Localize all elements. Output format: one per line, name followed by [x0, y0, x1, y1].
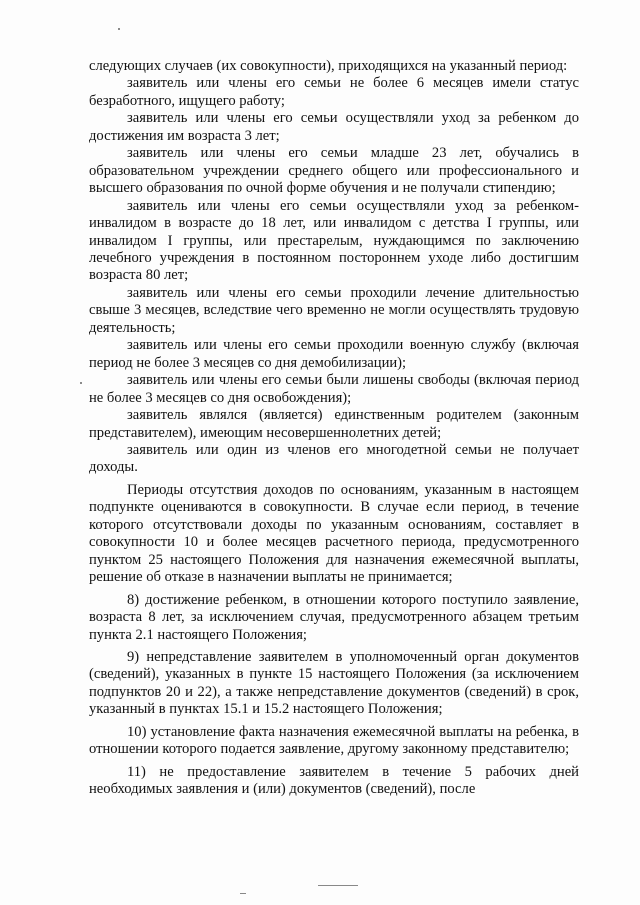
paragraph-item-8: 8) достижение ребенком, в отношении которого поступило заявление, возраста 8 лет, за исключением случая, предусмотренного абзацем третьим пункта 2.1 настоящего Положения;	[89, 591, 579, 643]
scan-line	[318, 885, 358, 886]
scan-speck	[80, 382, 82, 384]
paragraph-students: заявитель или члены его семьи младше 23 лет, обучались в образовательном учреждении среднего общего или профессионального и высшего образования по очной форме обучения и не получали стипендию;	[89, 145, 579, 197]
scan-speck	[118, 28, 120, 30]
paragraph-large-family: заявитель или один из членов его многодетной семьи не получает доходы.	[89, 441, 579, 476]
paragraph-intro: следующих случаев (их совокупности), приходящихся на указанный период:	[89, 58, 568, 74]
paragraph-item-10: 10) установление факта назначения ежемесячной выплаты на ребенка, в отношении которого подается заявление, другому законному представителю;	[89, 723, 579, 758]
paragraph-military: заявитель или члены его семьи проходили военную службу (включая период не более 3 месяцев со дня демобилизации);	[89, 337, 579, 371]
paragraph-item-9: 9) непредставление заявителем в уполномоченный орган документов (сведений), указанных в пункте 15 настоящего Положения (за исключением подпунктов 20 и 22), а также непредставление документов (сведений) в срок, указанный в пунктах 15.1 и 15.2 настоящего Положения;	[89, 648, 579, 718]
paragraph-imprisonment: заявитель или члены его семьи были лишены свободы (включая период не более 3 месяцев со дня освобождения);	[89, 372, 579, 406]
document-body	[89, 58, 579, 799]
paragraph-periods: Периоды отсутствия доходов по основаниям, указанным в настоящем подпункте оцениваются в совокупности. В случае если период, в течение которого отсутствовали доходы по указанным основаниям, составляет в совокупности 10 и более месяцев расчетного периода, предусмотренного пунктом 25 настоящего Положения для назначения ежемесячной выплаты, решение об отказе в назначении выплаты не принимается;	[89, 481, 579, 586]
scan-line	[240, 893, 246, 894]
paragraph-unemployed: заявитель или члены его семьи не более 6 месяцев имели статус безработного, ищущего работу;	[89, 75, 579, 109]
paragraph-item-11: 11) не предоставление заявителем в течение 5 рабочих дней необходимых заявления и (или) документов (сведений), после	[89, 763, 579, 798]
paragraph-childcare: заявитель или члены его семьи осуществляли уход за ребенком до достижения им возраста 3 лет;	[89, 110, 579, 144]
paragraph-treatment: заявитель или члены его семьи проходили лечение длительностью свыше 3 месяцев, вследствие чего временно не могли осуществлять трудовую деятельность;	[89, 284, 579, 336]
paragraph-disabled-care: заявитель или члены его семьи осуществляли уход за ребенком-инвалидом в возрасте до 18 лет, или инвалидом с детства I группы, или инвалидом I группы, или престарелым, нуждающимся по заключению лечебного учреждения в постоянном постороннем уходе либо достигшим возраста 80 лет;	[89, 197, 579, 284]
paragraph-single-parent: заявитель являлся (является) единственным родителем (законным представителем), имеющим несовершеннолетних детей;	[89, 407, 579, 441]
